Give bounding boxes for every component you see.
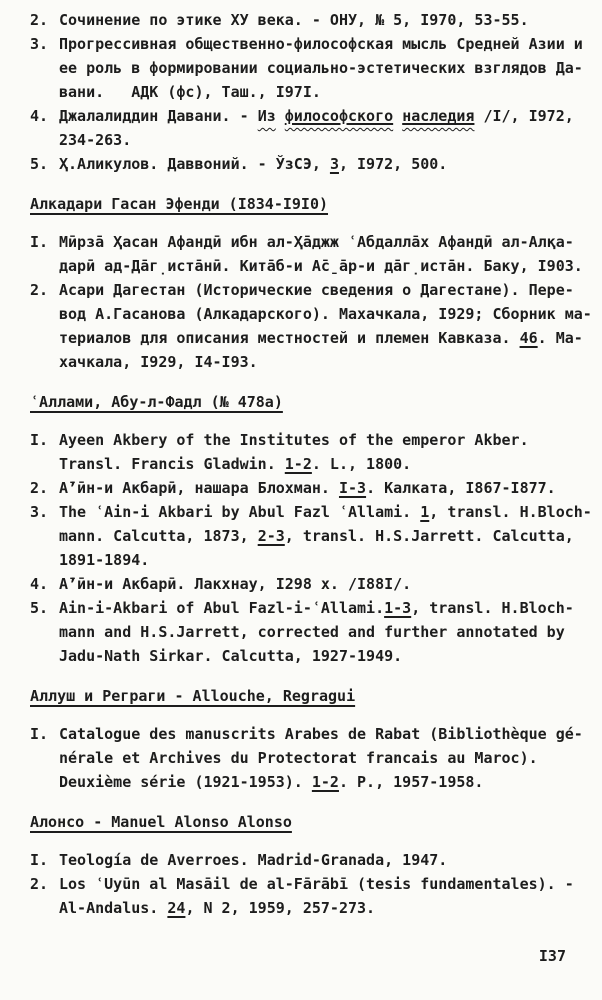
entry-line [59, 56, 602, 80]
text-segment: Прогрессивная общественно-философская мысль Средней Азии и [59, 35, 583, 53]
emphasized-segment: 1-2 [284, 455, 312, 473]
text-segment: , transl. H.Bloch- [429, 503, 592, 521]
section-heading: ʿАллами, Абу-л-Фадл (№ 478а) [30, 393, 283, 411]
text-segment: The ʿAin-i Akbari by Abul Fazl ʿAllami. [59, 503, 421, 521]
emphasized-segment: 3 [329, 155, 339, 173]
text-segment: /I/, I972, [474, 107, 574, 125]
text-segment: . Калката, I867-I877. [366, 479, 556, 497]
entry-line [59, 548, 602, 572]
bibliography-section [30, 390, 602, 668]
entry-line [59, 128, 602, 152]
entry-line [59, 524, 602, 548]
entry-line [59, 302, 602, 326]
bibliography-entry [30, 500, 602, 572]
text-segment [393, 107, 402, 125]
entry-line [59, 350, 602, 374]
text-segment: , transl. H.S.Jarrett. Calcutta, [284, 527, 574, 545]
entry-line [59, 896, 602, 920]
entry-line [59, 620, 602, 644]
entry-number: 2. [30, 11, 49, 29]
text-segment: Мӣрза̄ Ҳасан Афандӣ ибн ал-Ҳа̄джж ʿАбдалла̄х Афандӣ ал-Алқа- [59, 233, 574, 251]
title-segment-underlined: философского [284, 107, 394, 125]
bibliography-entry [30, 428, 602, 476]
text-segment: Ain-i-Akbari of Abul Fazl-i-ʿAllami. [59, 599, 385, 617]
bibliography-section [30, 810, 602, 920]
text-segment: Асари Дагестан (Исторические сведения о Дагестане). Пере- [59, 281, 574, 299]
bibliography-entry [30, 104, 602, 152]
entry-body [59, 428, 602, 476]
text-segment: Los ʿUyūn al Masāil de al-Fārābī (tesis fundamentales). - [59, 875, 574, 893]
text-segment: Джалалиддин Давани. - [59, 107, 258, 125]
emphasized-segment: 2-3 [257, 527, 285, 545]
emphasized-segment: Из [257, 107, 276, 125]
text-segment: , N 2, 1959, 257-273. [185, 899, 376, 917]
entry-number: I. [30, 431, 49, 449]
emphasized-segment: 1-2 [311, 773, 339, 791]
bibliography-entry [30, 152, 602, 176]
text-segment: Ҳ.Аликулов. Даввоний. - ЎзСЭ, [59, 155, 330, 173]
entry-number: I. [30, 851, 49, 869]
entry-body [59, 32, 602, 104]
text-segment: вани. АДК (фс), Таш., I97I. [59, 83, 321, 101]
entry-line [59, 770, 602, 794]
entry-number: 5. [30, 599, 49, 617]
text-segment: Jadu-Nath Sirkar. Calcutta, 1927-1949. [59, 647, 403, 665]
entry-body [59, 722, 602, 794]
entry-line [59, 848, 602, 872]
emphasized-segment: 1-3 [384, 599, 412, 617]
entry-body [59, 476, 602, 500]
text-segment: Deuxième série (1921-1953). [59, 773, 312, 791]
text-segment: дарӣ ад-Да̄г̣иста̄нӣ. Кита̄б-и А̄с̱а̄р-и да̄г̣иста̄н. Баку, I903. [59, 257, 583, 275]
entry-line [59, 80, 602, 104]
entry-body [59, 872, 602, 920]
entry-body [59, 848, 602, 872]
text-segment: териалов для описания местностей и племен Кавказа. [59, 329, 520, 347]
bibliography-section [30, 684, 602, 794]
text-segment: . P., 1957-1958. [338, 773, 484, 791]
emphasized-segment: 24 [167, 899, 186, 917]
entry-body [59, 152, 602, 176]
text-segment: А̄ʼӣн-и Акбарӣ. Лакхнау, I298 х. /I88I/. [59, 575, 412, 593]
text-segment: , I972, 500. [338, 155, 448, 173]
entry-line [59, 8, 602, 32]
entry-line [59, 104, 602, 128]
entry-line [59, 572, 602, 596]
text-segment: Transl. Francis Gladwin. [59, 455, 285, 473]
text-segment [276, 107, 285, 125]
entry-line [59, 278, 602, 302]
entry-body [59, 278, 602, 374]
entry-line [59, 746, 602, 770]
entry-body [59, 596, 602, 668]
text-segment: 1891-1894. [59, 551, 150, 569]
bibliography-entry [30, 572, 602, 596]
entry-line [59, 722, 602, 746]
bibliography-content [30, 8, 602, 920]
entry-body [59, 572, 602, 596]
section-heading: Алонсо - Manuel Alonso Alonso [30, 813, 292, 831]
text-segment: Catalogue des manuscrits Arabes de Rabat (Bibliothèque gé- [59, 725, 583, 743]
title-segment-underlined: наследия [402, 107, 475, 125]
emphasized-segment: 46 [519, 329, 538, 347]
text-segment: А̄ʼӣн-и Акбарӣ, нашара Блохман. [59, 479, 339, 497]
title-segment-wavy [285, 107, 393, 125]
bibliography-entry [30, 848, 602, 872]
entry-number: 3. [30, 35, 49, 53]
bibliography-entry [30, 596, 602, 668]
text-segment: ее роль в формировании социально-эстетических взглядов Да- [59, 59, 583, 77]
bibliography-section [30, 192, 602, 374]
entry-line [59, 596, 602, 620]
bibliography-entry [30, 476, 602, 500]
bibliography-entry [30, 8, 602, 32]
text-segment: mann and H.S.Jarrett, corrected and further annotated by [59, 623, 565, 641]
entry-number: 2. [30, 479, 49, 497]
entry-line [59, 476, 602, 500]
entry-line [59, 644, 602, 668]
entry-line [59, 452, 602, 476]
entry-body [59, 500, 602, 572]
text-segment: хачкала, I929, I4-I93. [59, 353, 258, 371]
entry-number: I. [30, 725, 49, 743]
entry-line [59, 326, 602, 350]
title-segment-wavy [402, 107, 474, 125]
entry-body [59, 8, 602, 32]
text-segment: 234-263. [59, 131, 132, 149]
section-heading: Алкадари Гасан Эфенди (I834-I9I0) [30, 195, 329, 213]
text-segment: Сочинение по этике ХУ века. - ОНУ, № 5, I970, 53-55. [59, 11, 529, 29]
entry-line [59, 152, 602, 176]
emphasized-segment: 1 [420, 503, 430, 521]
entry-number: 3. [30, 503, 49, 521]
section-heading: Аллуш и Реграги - Allouche, Regragui [30, 687, 356, 705]
text-segment: mann. Calcutta, 1873, [59, 527, 258, 545]
entry-number: 2. [30, 281, 49, 299]
entry-line [59, 500, 602, 524]
entry-line [59, 254, 602, 278]
page-number: I37 [538, 947, 566, 965]
text-segment: nérale et Archives du Protectorat francais au Maroc). [59, 749, 538, 767]
bibliography-entry [30, 872, 602, 920]
entry-line [59, 872, 602, 896]
entry-number: 4. [30, 107, 49, 125]
entry-body [59, 230, 602, 278]
bibliography-entry [30, 722, 602, 794]
text-segment: Teología de Averroes. Madrid-Granada, 1947. [59, 851, 448, 869]
text-segment: , transl. H.Bloch- [411, 599, 574, 617]
text-segment: . Ма- [537, 329, 583, 347]
text-segment: Al-Andalus. [59, 899, 168, 917]
bibliography-entry [30, 32, 602, 104]
bibliography-entry [30, 278, 602, 374]
text-segment: вод А.Гасанова (Алкадарского). Махачкала, I929; Сборник ма- [59, 305, 592, 323]
emphasized-segment: I-3 [338, 479, 367, 497]
entry-number: I. [30, 233, 49, 251]
entry-body [59, 104, 602, 152]
entry-number: 5. [30, 155, 49, 173]
text-segment: . L., 1800. [311, 455, 412, 473]
bibliography-section [30, 8, 602, 176]
bibliography-entry [30, 230, 602, 278]
entry-line [59, 32, 602, 56]
entry-number: 4. [30, 575, 49, 593]
text-segment: Ayeen Akbery of the Institutes of the emperor Akber. [59, 431, 529, 449]
entry-line [59, 230, 602, 254]
entry-number: 2. [30, 875, 49, 893]
entry-line [59, 428, 602, 452]
